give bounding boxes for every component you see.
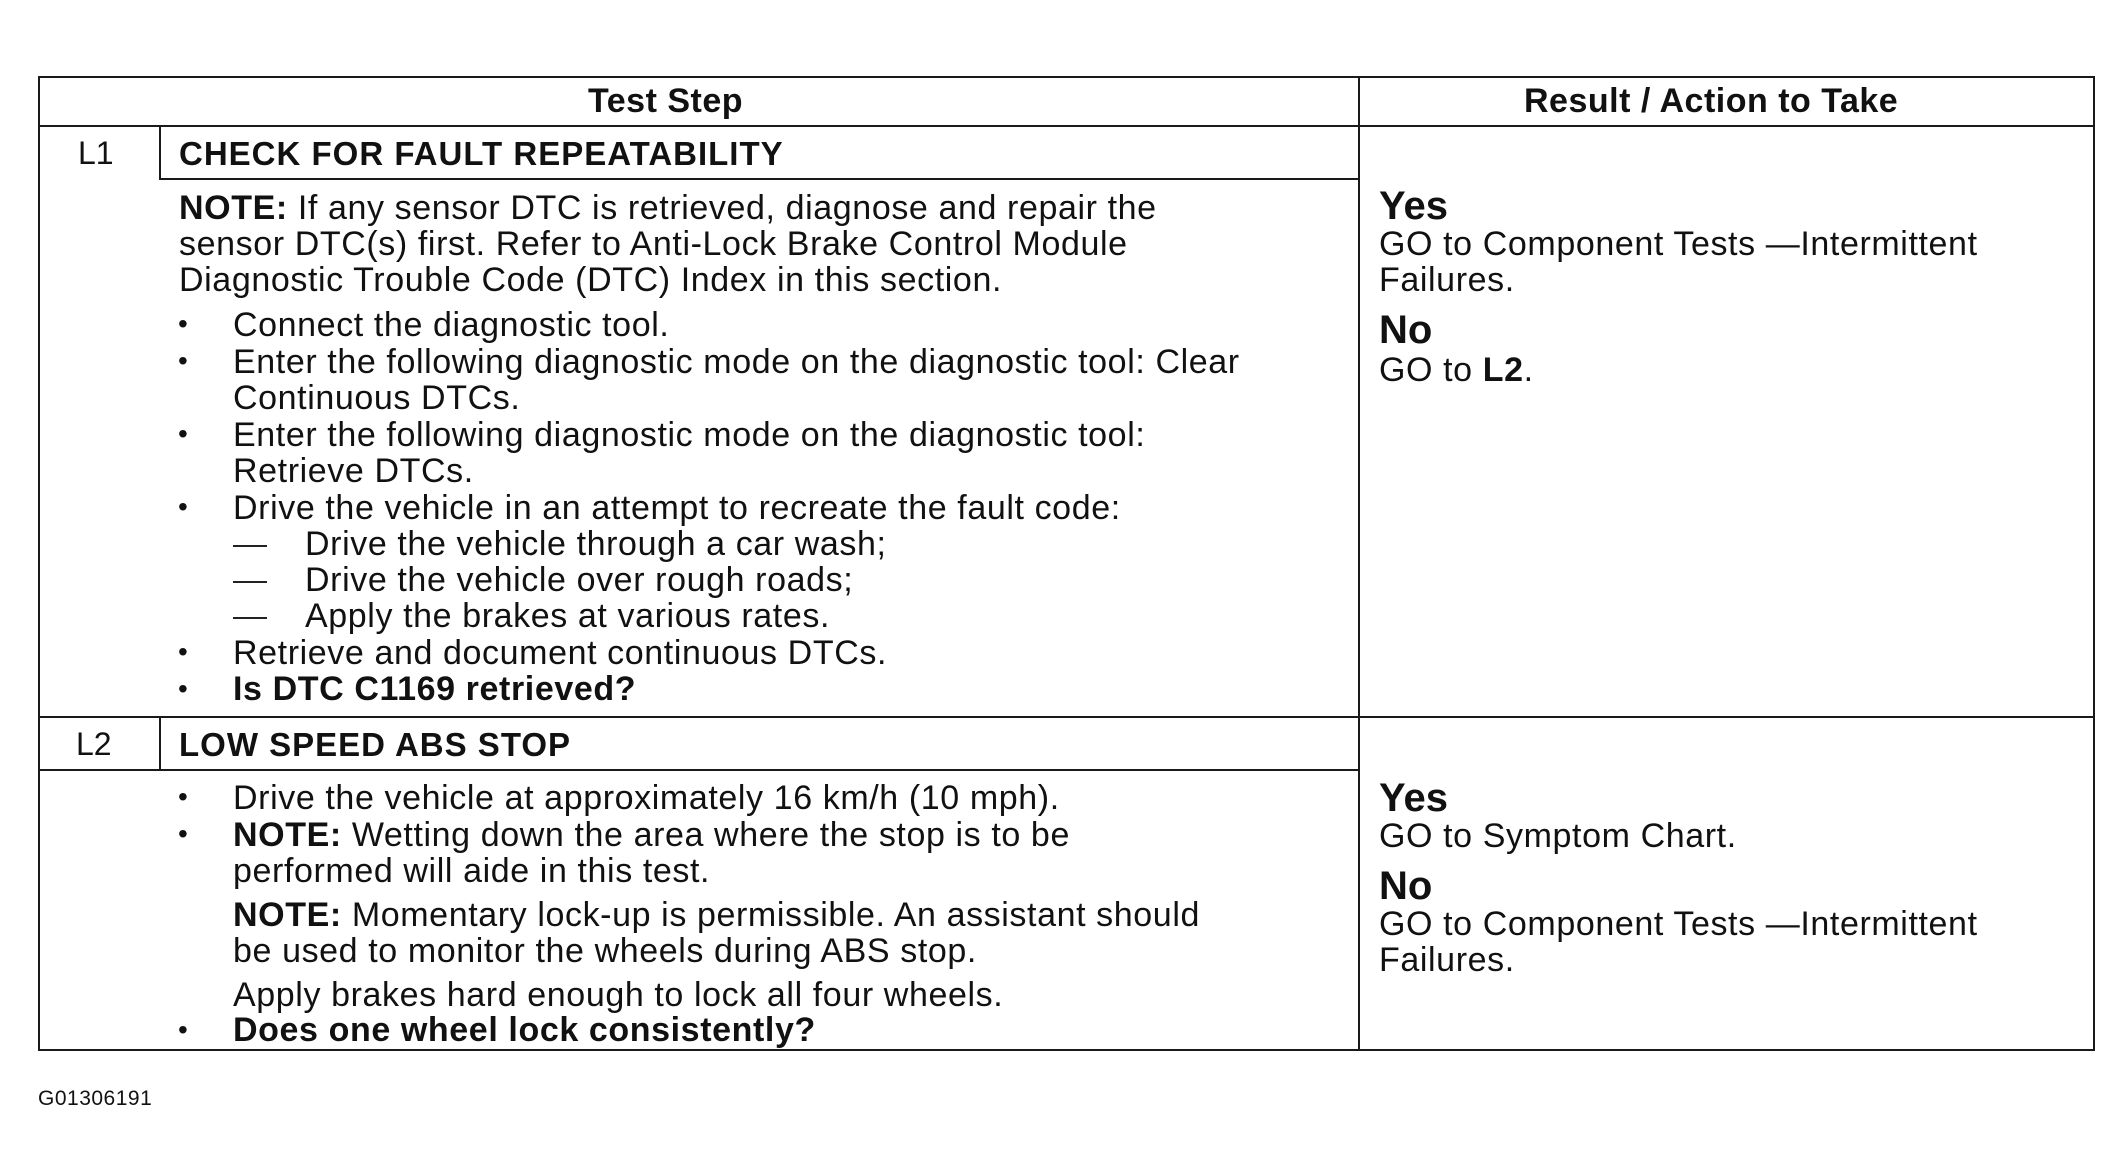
step-l1-id: L1 bbox=[78, 135, 114, 171]
step-l2-line-3: performed will aide in this test. bbox=[233, 852, 711, 890]
step-l1-note bbox=[179, 191, 1157, 225]
step-l1-no-action bbox=[1379, 353, 1534, 387]
step-l1-line-3: Continuous DTCs. bbox=[233, 379, 521, 417]
step-l2-no-label: No bbox=[1379, 864, 1433, 908]
step-l2-id: L2 bbox=[76, 726, 112, 762]
step-l1-line-2: Enter the following diagnostic mode on the diagnostic tool: Clear bbox=[233, 343, 1240, 381]
step-l2-line-4 bbox=[233, 898, 1200, 932]
step-l1-title-divider bbox=[159, 178, 1359, 180]
bullet-icon: • bbox=[178, 1014, 188, 1045]
step-l2-line-5: be used to monitor the wheels during ABS stop. bbox=[233, 932, 977, 970]
step-l2-yes-label: Yes bbox=[1379, 776, 1448, 820]
test-step-header: Test Step bbox=[588, 82, 744, 120]
bullet-icon: • bbox=[178, 818, 188, 849]
step-l2-question bbox=[233, 1013, 816, 1047]
step-l1-sub-2: Drive the vehicle over rough roads; bbox=[305, 561, 854, 599]
dash-icon bbox=[233, 581, 267, 583]
step-l1-question bbox=[233, 672, 636, 706]
header-row-divider bbox=[38, 125, 2095, 127]
note-label: NOTE: bbox=[179, 189, 288, 227]
step-l1-yes-line-2: Failures. bbox=[1379, 261, 1515, 299]
bullet-icon: • bbox=[178, 673, 188, 704]
step-l1-no-label: No bbox=[1379, 308, 1433, 352]
no-action-text: GO to bbox=[1379, 351, 1483, 389]
note-line-3: Diagnostic Trouble Code (DTC) Index in this section. bbox=[179, 261, 1002, 299]
step-l2-line-6: Apply brakes hard enough to lock all four wheels. bbox=[233, 976, 1004, 1014]
step-l2-no-line-2: Failures. bbox=[1379, 941, 1515, 979]
note-label: NOTE: bbox=[233, 816, 342, 854]
bullet-icon: • bbox=[178, 636, 188, 667]
step-l2-line-2 bbox=[233, 818, 1070, 852]
dash-icon bbox=[233, 545, 267, 547]
step-l2-line-1: Drive the vehicle at approximately 16 km/h (10 mph). bbox=[233, 779, 1060, 817]
step-l2-id-divider bbox=[159, 716, 161, 770]
step-l1-line-1: Connect the diagnostic tool. bbox=[233, 306, 670, 344]
step-l2-question-text: Does one wheel lock consistently? bbox=[233, 1011, 816, 1049]
step-l1-title: CHECK FOR FAULT REPEATABILITY bbox=[179, 135, 784, 172]
bullet-icon: • bbox=[178, 418, 188, 449]
dash-icon bbox=[233, 617, 267, 619]
result-action-header: Result / Action to Take bbox=[1524, 82, 1899, 120]
step-link-l2[interactable]: L2 bbox=[1482, 351, 1524, 389]
step-l2-note-1: Wetting down the area where the stop is to be bbox=[351, 816, 1070, 854]
step-l2-note-2: Momentary lock-up is permissible. An assistant should bbox=[351, 896, 1200, 934]
step-l1-line-4: Enter the following diagnostic mode on the diagnostic tool: bbox=[233, 416, 1146, 454]
bullet-icon: • bbox=[178, 491, 188, 522]
step-l2-no-line-1: GO to Component Tests —Intermittent bbox=[1379, 905, 1978, 943]
step-l1-question-text: Is DTC C1169 retrieved? bbox=[233, 670, 637, 708]
note-label: NOTE: bbox=[233, 896, 342, 934]
step-l2-title-divider bbox=[38, 769, 1359, 771]
note-line-2: sensor DTC(s) first. Refer to Anti-Lock Brake Control Module bbox=[179, 225, 1128, 263]
step-l1-line-5: Retrieve DTCs. bbox=[233, 452, 474, 490]
step-l2-title: LOW SPEED ABS STOP bbox=[179, 726, 572, 763]
column-divider bbox=[1358, 76, 1360, 1051]
step-l2-yes-action: GO to Symptom Chart. bbox=[1379, 817, 1737, 855]
step-divider bbox=[38, 716, 2095, 718]
step-l1-id-divider bbox=[159, 125, 161, 179]
figure-id: G01306191 bbox=[38, 1087, 153, 1110]
bullet-icon: • bbox=[178, 308, 188, 339]
step-l1-yes-line-1: GO to Component Tests —Intermittent bbox=[1379, 225, 1978, 263]
step-l1-sub-3: Apply the brakes at various rates. bbox=[305, 597, 830, 635]
no-action-suffix: . bbox=[1523, 351, 1534, 389]
step-l1-line-10: Retrieve and document continuous DTCs. bbox=[233, 634, 888, 672]
step-l1-line-6: Drive the vehicle in an attempt to recreate the fault code: bbox=[233, 489, 1121, 527]
step-l1-sub-1: Drive the vehicle through a car wash; bbox=[305, 525, 887, 563]
step-l1-yes-label: Yes bbox=[1379, 184, 1448, 228]
bullet-icon: • bbox=[178, 781, 188, 812]
bullet-icon: • bbox=[178, 345, 188, 376]
note-line-1: If any sensor DTC is retrieved, diagnose and repair the bbox=[297, 189, 1157, 227]
